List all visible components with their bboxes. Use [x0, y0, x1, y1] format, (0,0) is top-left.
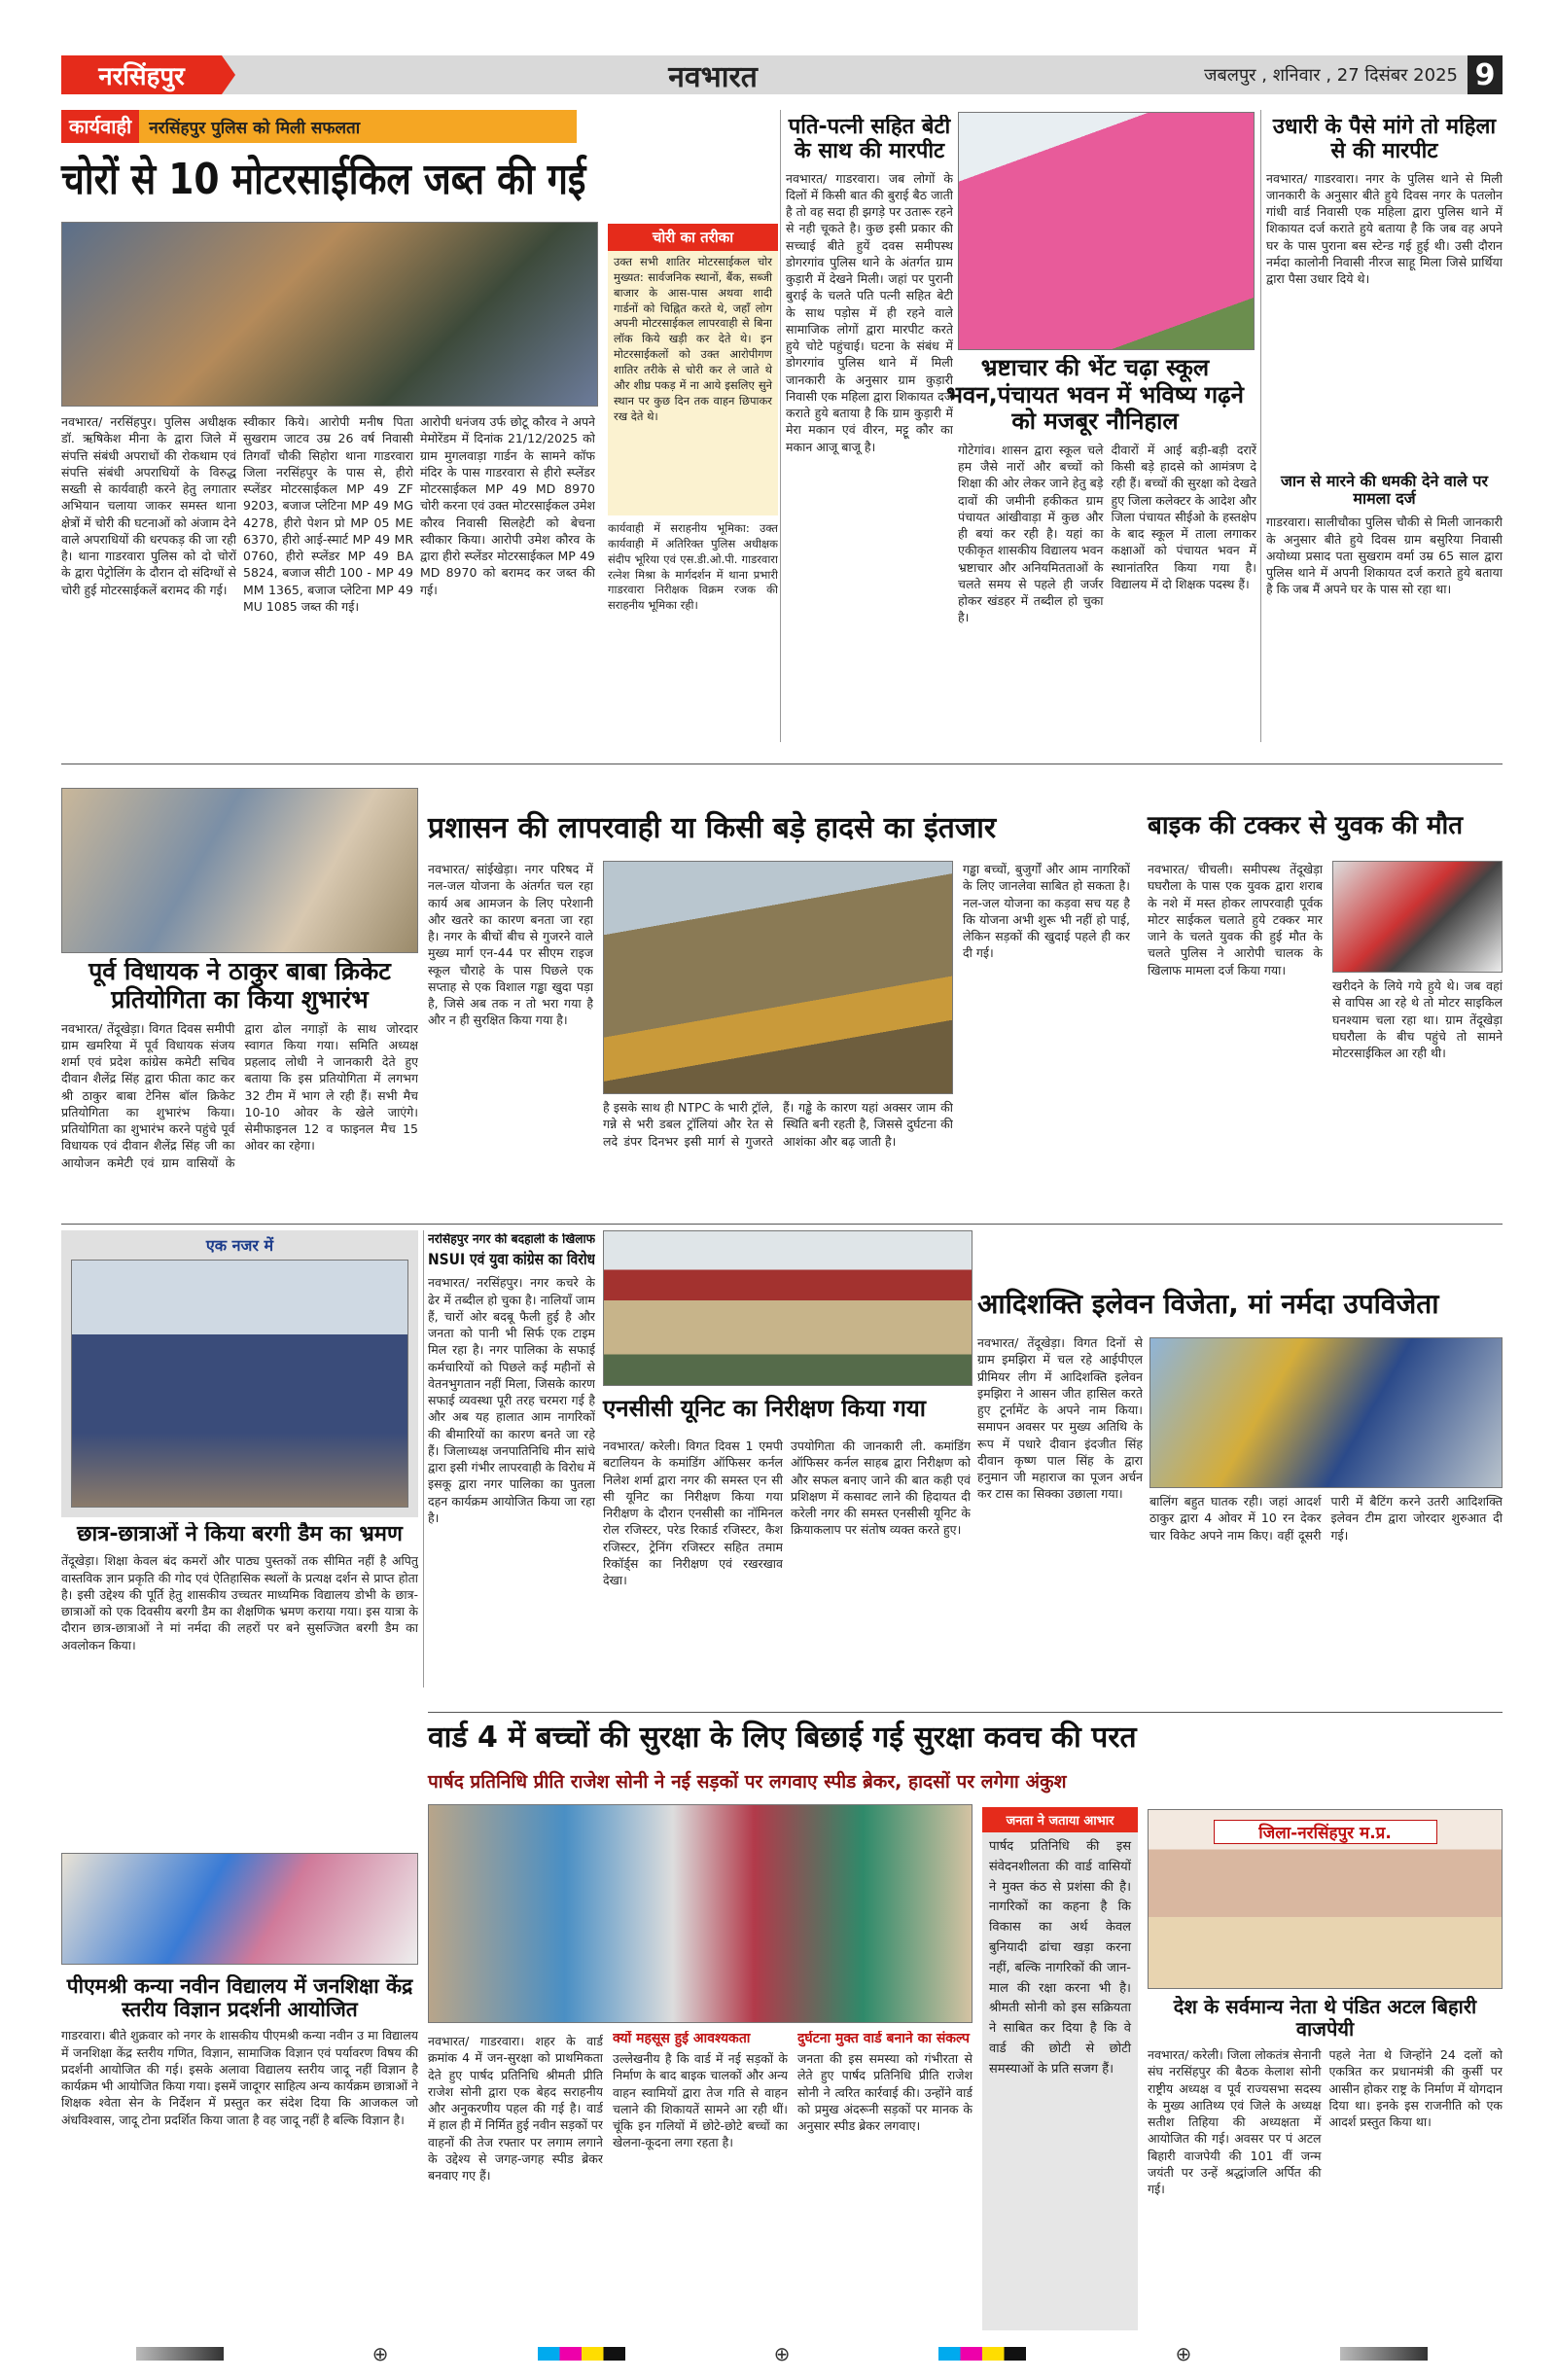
- lead-photo-police: [61, 222, 598, 407]
- school-body-col1: गोटेगांव। शासन द्वारा स्कूल चले हम जैसे नारों और बच्चों को शिक्षा की ओर लेकर जाने हेतु बड़े दावों की जमीनी हकीकत ग्राम पंचायत आंखीवाड़ा में कुछ और ही बयां कर रही है। यहां का एकीकृत शासकीय विद्यालय भवन भ्रष्टाचार और अनियमितताओं के चलते समय से पहले ही जर्जर होकर खंडहर में तब्दील हो चुका है।: [958, 442, 1104, 625]
- adishakti-photo: [1149, 1337, 1503, 1488]
- ward-body: नवभारत/ गाडरवारा। शहर के वार्ड क्रमांक 4 में जन-सुरक्षा को प्राथमिकता देते हुए पार्षद प्रतिनिधि श्रीमती प्रीति राजेश सोनी द्वारा एक बेहद सराहनीय और अनुकरणीय पहल की गई है। वार्ड में हाल ही में निर्मित हुई नवीन सड़कों पर वाहनों की तेज रफ्तार पर लगाम लगाने के उद्देश्य से जगह-जगह स्पीड ब्रेकर बनवाए गए हैं।: [428, 2034, 603, 2183]
- pmshri-photo: [61, 1853, 418, 1965]
- cricket-story: [61, 958, 418, 1218]
- ward-photo: [428, 1804, 972, 2023]
- glance-photo-students: [71, 1260, 408, 1508]
- lead-body-col2: स्वीकार किये। आरोपी मनीष पिता सुखराम जाटव उम्र 26 वर्ष निवासी तिगवॉं चौकी सिहोरा थाना गाडरवारा जिला नरसिंहपुर के पास से, हीरो स्प्लेंडर मोटरसाईकल MP 49 ZF 9203, बजाज प्लेटिना MP 49 MG 4278, हीरो पेशन प्रो MP 05 ME 6370, हीरो आई-स्मार्ट MP 49 MR 0760, हीरो स्प्लेंडर MP 49 BA 5824, बजाज सीटी 100 - MP 49 MM 1365, बजाज प्लेटिना MP 49 MU 1085 जब्त की गई।: [243, 414, 413, 614]
- lead-headline: चोरों से 10 मोटरसाईकिल जब्त की गई: [61, 155, 586, 204]
- ward-subhead: पार्षद प्रतिनिधि प्रीति राजेश सोनी ने नई सड़कों पर लगवाए स्पीड ब्रेकर, हादसों पर लगेगा अंकुश: [428, 1771, 1067, 1793]
- lead-kicker: नरसिंहपुर पुलिस को मिली सफलता: [139, 110, 577, 143]
- ncc-headline: एनसीसी यूनिट का निरीक्षण किया गया: [603, 1395, 927, 1422]
- nsui-kicker: नरसिंहपुर नगर की बदहाली के खिलाफ: [428, 1233, 595, 1247]
- page-header: [61, 55, 1503, 94]
- masthead: नवभारत: [668, 59, 758, 94]
- crosshair-mark: ⊕: [773, 2342, 791, 2365]
- atal-banner: जिला-नरसिंहपुर म.प्र.: [1214, 1820, 1437, 1844]
- glance-story: [61, 1522, 418, 1848]
- pmshri-body: गाडरवारा। बीते शुक्रवार को नगर के शासकीय पीएमश्री कन्या नवीन उ मा विद्यालय में जनशिक्षा केंद्र स्तरीय गणित, विज्ञान, सामाजिक विज्ञान एवं पर्यावरण विषय की प्रदर्शनी आयोजित की गई। इसके अलावा विद्यालय स्तरीय जादू नहीं विज्ञान है कार्यक्रम भी आयोजित किया गया। इसमें जादूगर साहित्य अन्य कार्यक्रम छात्राओं ने शिक्षक श्वेता सेन के निर्देशन में प्रस्तुत कर संदेश दिया कि आजकल जो अंधविश्वास, जादू टोना प्रदर्शित किया जाता है वह जादू नहीं है बल्कि विज्ञान है।: [61, 2028, 418, 2127]
- color-bar: [938, 2347, 1026, 2361]
- glance-headline: छात्र-छात्राओं ने किया बरगी डैम का भ्रमण: [77, 1522, 403, 1546]
- glance-title: एक नजर में: [205, 1236, 274, 1255]
- ncc-photo: [603, 1230, 972, 1386]
- page-number: 9: [1468, 55, 1503, 94]
- lead-body-col3: आरोपी धनंजय उर्फ छोटू कौरव ने अपने मेमोरेंडम में दिनांक 21/12/2025 को ग्राम मुगलवाड़ा गार्डन के सामने कॉफ मंदिर के पास गाडरवारा से हीरो स्प्लेंडर मोटरसाईकल MP 49 MD 8970 चोरी करना एवं उक्त मोटरसाईकल उमेश कौरव निवासी सिलहेटी को बेचना स्वीकार किया। आरोपी उमेश कौरव के द्वारा हीरो स्प्लेंडर मोटरसाईकल MP 49 MD 8970 को बरामद कर जब्त की गई।: [420, 414, 595, 597]
- ward-col3: [797, 2031, 972, 2329]
- atal-headline: देश के सर्वमान्य नेता थे पंडित अटल बिहारी वाजपेयी: [1173, 1996, 1477, 2041]
- admin-body2: गड्ढा बच्चों, बुजुर्गों और आम नागरिकों के लिए जानलेवा साबित हो सकता है। नल-जल योजना का कड़वा सच यह है कि योजना अभी शुरू भी नहीं हो पाई, लेकिन सड़कों की खुदाई पहले ही कर दी गई।: [963, 862, 1130, 961]
- dateline: जबलपुर , शनिवार , 27 दिसंबर 2025: [1204, 65, 1458, 86]
- lead-body-col1: नवभारत/ नरसिंहपुर। पुलिस अधीक्षक डॉ. ऋषिकेश मीना के द्वारा जिले में संपत्ति संबंधी अपराधों की रोकथाम एवं संपत्ति संबंधी अपराधियों के विरुद्ध सख्ती से कार्यवाही करने हेतु लगातार अभियान चलाया जाकर समस्त थाना क्षेत्रों में चोरी की घटनाओं को अंजाम देने वाले अपराधियों की धरपकड़ की जा रही है। थाना गाडरवारा पुलिस को दो चोरों के द्वारा पेट्रोलिंग के दौरान दो संदिग्धों से चोरी हुई मोटरसाईकलें बरामद की गई।: [61, 414, 236, 597]
- ward-headline: वार्ड 4 में बच्चों की सुरक्षा के लिए बिछाई गई सुरक्षा कवच की परत: [428, 1721, 1137, 1755]
- atal-body: नवभारत/ करेली। जिला लोकतंत्र सेनानी संघ नरसिंहपुर की बैठक केलाश सोनी राष्ट्रीय अध्यक्ष व पूर्व राज्यसभा सदस्य के मुख्य आतिथ्य एवं जिले के अध्यक्ष सतीश तिहिया की अध्यक्षता में आयोजित की गई। अवसर पर पं अटल बिहारी वाजपेयी की 101 वीं जन्म जयंती पर उन्हें श्रद्धांजलि अर्पित की गई।: [1148, 2047, 1322, 2196]
- ward-box-body: पार्षद प्रतिनिधि की इस संवेदनशीलता की वार्ड वासियों ने मुक्त कंठ से प्रशंसा की है। नागरिकों का कहना है कि विकास का अर्थ केवल बुनियादी ढांचा खड़ा करना नहीं, बल्कि नागरिकों की जान-माल की रक्षा करना भी है। श्रीमती सोनी को इस सक्रियता ने साबित कर दिया है कि वे वार्ड की छोटी से छोटी समस्याओं के प्रति सजग हैं।: [989, 1839, 1131, 2077]
- couple-body: नवभारत/ गाडरवारा। जब लोगों के दिलों में किसी बात की बुराई बैठ जाती है तो वह सदा ही झगड़े पर उतारू रहने से नही चूकते है। कुछ इसी प्रकार की सच्चाई बीते हुयें दवस समीपस्थ डोगरगांव पुलिस थाने के अंतर्गत ग्राम कुड़ारी में देखने मिली। जहां पर पुरानी बुराई के चलते पति पत्नी सहित बेटी के साथ पड़ोस में ही रहने वाले सामाजिक लोगों द्वारा मारपीट करते हुये चोटे पहुंचाई। घटना के संबंध में डोगरगांव पुलिस थाने में मिली जानकारी के अनुसार ग्राम कुड़ारी निवासी एक महिला द्वारा शिकायत दर्ज कराते हुये बताया है कि ग्राम कुड़ारी में मेरा मकान एवं वीरन, मट्टू कौर का मकान आजू बाजू है।: [786, 170, 953, 454]
- cricket-body: नवभारत/ तेंदूखेड़ा। विगत दिवस समीपी ग्राम खमरिया में पूर्व विधायक संजय शर्मा एवं प्रदेश कांग्रेस कमेटी सचिव दीवान शैलेंद्र सिंह द्वारा फीता काट कर श्री ठाकुर बाबा टेनिस बॉल क्रिकेट प्रतियोगिता का शुभारंभ किया। प्रतियोगिता का शुभारंभ करने पहुंचे पूर्व विधायक एवं दीवान शैलेंद्र सिंह जी का आयोजन कमेटी एवं ग्राम वासियों के द्वारा ढोल नगाड़ों के साथ जोरदार स्वागत किया गया। समिति अध्यक्ष प्रहलाद लोधी ने जानकारी देते हुए बताया कि इस प्रतियोगिता में लगभग 32 टीम में भाग ले रही हैं। सभी मैच 10-10 ओवर के खेले जाएंगे। सेमीफाइनल 12 व फाइनल मैच 15 ओवर का रहेगा।: [61, 1020, 418, 1170]
- ward-body2: उल्लेखनीय है कि वार्ड में नई सड़कों के निर्माण के बाद बाइक चालकों और अन्य वाहन स्वामियों द्वारा तेज गति से वाहन चलाने की शिकायतें सामने आ रही थीं। चूंकि इन गलियों में छोटे-छोटे बच्चों का खेलना-कूदना लगा रहता है।: [613, 2051, 788, 2150]
- tone-bar: [1340, 2347, 1428, 2361]
- lead-sidebox: [608, 224, 778, 515]
- adishakti-body: नवभारत/ तेंदूखेड़ा। विगत दिनों से ग्राम इमझिरा में चल रहे आईपीएल प्रीमियर लीग में आदिशक्ति इलेवन इमझिरा ने आसन जीत हासिल करते हुए टूर्नामेंट के अपने नाम किया। समापन अवसर पर मुख्य अतिथि के रूप में पधारे दीवान इंदजीत सिंह दीवान कृष्ण पाल सिंह के द्वारा हनुमान जी महाराज का पूजन अर्चन कर टास का सिक्का उछाला गया।: [977, 1335, 1143, 1502]
- admin-body3: है इसके साथ ही NTPC के भारी ट्रॉले, गन्ने से भरी डबल ट्रॉलियां और रेत से लदे डंपर दिनभर इसी मार्ग से गुजरते हैं। गड्ढे के कारण यहां अक्सर जाम की स्थिति बनी रहती है, जिससे दुर्घटना की आशंका और बढ़ जाती है।: [603, 1100, 953, 1149]
- ward-sidebox: [982, 1807, 1138, 2330]
- school-photo: [958, 112, 1255, 350]
- atal-body2: पहले नेता थे जिन्होंने 24 दलों को एकत्रित कर प्रधानमंत्री की कुर्सी पर आसीन होकर राष्ट्र के निर्माण में योगदान दिया था। इनके इस राजनीति को एक आदर्श प्रस्तुत किया था।: [1328, 2047, 1503, 2129]
- school-story: [934, 355, 1256, 744]
- admin-headline: प्रशासन की लापरवाही या किसी बड़े हादसे का इंतजार: [428, 811, 997, 845]
- cricket-headline: पूर्व विधायक ने ठाकुर बाबा क्रिकेट प्रतियोगिता का किया शुभारंभ: [88, 958, 391, 1013]
- crosshair-mark: ⊕: [371, 2342, 389, 2365]
- adishakti-body2: बालिंग बहुत घातक रही। जहां आदर्श ठाकुर द्वारा 4 ओवर में 10 रन देकर चार विकेट अपने नाम किए। वहीं दूसरी पारी में बैटिंग करने उतरी आदिशक्ति इलेवन टीम द्वारा जोरदार शुरुआत दी गई।: [1149, 1494, 1503, 1543]
- pmshri-story: [61, 1974, 418, 2329]
- tone-bar: [136, 2347, 224, 2361]
- loan-headline: उधारी के पैसे मांगे तो महिला से की मारपीट: [1272, 115, 1497, 164]
- school-body-col2: दीवारों में आई बड़ी-बड़ी दरारें किसी बड़े हादसे को आमंत्रण दे रही हैं। बच्चों की सुरक्षा को देखते हुए जिला कलेक्टर के आदेश और जिला पंचायत सीईओ के हस्तक्षेप के बाद स्कूल में ताला लगाकर कक्षाओं को पंचायत भवन में स्थानांतरित किया गया है। विद्यालय में दो शिक्षक पदस्थ हैं।: [1111, 442, 1256, 591]
- bike-headline: बाइक की टक्कर से युवक की मौत: [1148, 811, 1464, 840]
- atal-photo: [1148, 1809, 1503, 1989]
- ward-body3: जनता की इस समस्या को गंभीरता से लेते हुए पार्षद प्रतिनिधि प्रीति राजेश सोनी ने त्वरित कार्रवाई की। उन्होंने वार्ड को प्रमुख अंदरूनी सड़कों पर मानक के अनुसार स्पीड ब्रेकर लगवाए।: [797, 2051, 972, 2134]
- loan-story: [1266, 115, 1503, 742]
- atal-story: [1148, 1996, 1503, 2329]
- admin-photo-pit: [603, 861, 953, 1094]
- couple-story: [786, 115, 953, 742]
- lead-kicker-bar: [61, 110, 577, 143]
- ward-sub2: दुर्घटना मुक्त वार्ड बनाने का संकल्प: [797, 2031, 970, 2046]
- pmshri-headline: पीएमश्री कन्या नवीन विद्यालय में जनशिक्षा केंद्र स्तरीय विज्ञान प्रदर्शनी आयोजित: [66, 1974, 413, 2022]
- sidebox-title: चोरी का तरीका: [608, 224, 778, 251]
- sidebox-body: उक्त सभी शातिर मोटरसाईकल चोर मुख्यत: सार्वजनिक स्थानों, बैंक, सब्जी बाजार के आस-पास अथवा शादी गार्डनों को चिह्नित करते थे, जहाँ लोग अपनी मोटरसाईकल लापरवाही से बिना लॉक किये खड़ी कर देते थे। इन मोटरसाईकलों को उक्त आरोपीगण शातिर तरीके से चोरी कर ले जाते थे और शीघ्र पकड़ में ना आये इसलिए सुने स्थान पर कुछ दिन तक वाहन छिपाकर रख देते थे।: [614, 255, 772, 423]
- color-bar: [538, 2347, 625, 2361]
- couple-headline: पति-पत्नी सहित बेटी के साथ की मारपीट: [788, 115, 951, 164]
- sidebox-note: कार्यवाही में सराहनीय भूमिका: उक्त कार्यवाही में अतिरिक्त पुलिस अधीक्षक संदीप भूरिया एवं एस.डी.ओ.पी. गाडरवारा रत्नेश मिश्रा के मार्गदर्शन में थाना प्रभारी गाडरवारा निरीक्षक विक्रम रजक की सराहनीय भूमिका रही।: [608, 521, 778, 613]
- ward-col2: [613, 2031, 788, 2329]
- admin-body: नवभारत/ सांईखेड़ा। नगर परिषद में नल-जल योजना के अंतर्गत चल रहा कार्य अब आमजन के लिए परेशानी और खतरे का कारण बनता जा रहा है। नगर के बीचों बीच से गुजरने वाले मुख्य मार्ग एन-44 पर सीएम राइज स्कूल चौराहे के पास पिछले एक सप्ताह से एक विशाल गड्ढा खुदा पड़ा है, जिसे अब तक न तो भरा गया है और न ही सुरक्षित किया गया है।: [428, 862, 593, 1028]
- bike-body2: खरीदने के लिये गये हुये थे। जब वहां से वापिस आ रहे थे तो मोटर साइकिल घनश्याम चला रहा था। ग्राम तेंदूखेड़ा घघरौला के बीच पहुंचे तो सामने मोटरसाईकिल आ रही थी।: [1332, 978, 1503, 1060]
- loan-body: नवभारत/ गाडरवारा। नगर के पुलिस थाने से मिली जानकारी के अनुसार बीते हुये दिवस नगर के पतलोन गांधी वार्ड निवासी एक महिला द्वारा पुलिस थाने में शिकायत दर्ज कराते हुये बताया है कि जब वह अपने घर के पास पुराना बस स्टेन्ड गई हुई थी। उसी दौरान नर्मदा कालोनी निवासी नीरज साहू मिला जिसे प्रार्थिया द्वारा पैसा उधार दिये थे।: [1266, 170, 1503, 287]
- nsui-story: [428, 1233, 595, 1686]
- nsui-body: नवभारत/ नरसिंहपुर। नगर कचरे के ढेर में तब्दील हो चुका है। नालियाँ जाम हैं, चारों ओर बदबू फैली हुई है और जनता को पानी भी सिर्फ एक टाइम मिल रहा है। नगर पालिका के सफाई कर्मचारियों को पिछले कई महीनों से वेतनभुगतान नहीं मिला, जिसके कारण सफाई व्यवस्था पूरी तरह चरमरा गई है और अब यह हालात आम नागरिकों की बीमारियों का कारण बनते जा रहे हैं। जिलाध्यक्ष जनपातिनिधि मीन सांचे द्वारा इसी गंभीर लापरवाही के विरोध में इसकू द्वारा नगर पालिका का पुतला दहन कार्यक्रम आयोजित किया जा रहा है।: [428, 1275, 595, 1525]
- lead-tag: कार्यवाही: [61, 110, 139, 143]
- adishakti-headline: आदिशक्ति इलेवन विजेता, मां नर्मदा उपविजेता: [977, 1288, 1439, 1320]
- glance-body: तेंदूखेड़ा। शिक्षा केवल बंद कमरों और पाठ्य पुस्तकों तक सीमित नहीं है अपितु वास्तविक ज्ञान प्रकृति की गोद एवं ऐतिहासिक स्थलों के प्रत्यक्ष दर्शन से प्राप्त होता है। इसी उद्देश्य की पूर्ति हेतु शासकीय उच्चतर माध्यमिक विद्यालय डोभी के छात्र-छात्राओं को एक दिवसीय बरगी डैम का शैक्षणिक भ्रमण कराया गया। इस यात्रा के दौरान छात्र-छात्राओं ने मां नर्मदा की लहरों पर बने सुसज्जित बरगी डैम का अवलोकन किया।: [61, 1553, 418, 1652]
- nsui-headline: NSUI एवं युवा कांग्रेस का विरोध: [428, 1249, 595, 1268]
- bike-photo: [1332, 861, 1503, 973]
- print-registration-strip: [61, 2339, 1503, 2368]
- cricket-photo: [61, 788, 418, 953]
- ncc-body: नवभारत/ करेली। विगत दिवस 1 एमपी बटालियन के कमांडिंग ऑफिसर कर्नल निलेश शर्मा द्वारा नगर की समस्त एन सी सी यूनिट का निरीक्षण किया गया निरीक्षण के दौरान एनसीसी का नॉमिनल रोल रजिस्टर, परेड रिकार्ड रजिस्टर, कैश रजिस्टर, ट्रेनिंग रजिस्टर सहित तमाम रिकॉर्ड्स का निरीक्षण एवं रखरखाव देखा।: [603, 1439, 783, 1587]
- section-name: नरसिंहपुर: [61, 55, 222, 94]
- ward-sub1: क्यों महसूस हुई आवश्यकता: [613, 2031, 751, 2046]
- crosshair-mark: ⊕: [1175, 2342, 1192, 2365]
- loan-subhead: जान से मारने की धमकी देने वाले पर मामला दर्ज: [1280, 471, 1488, 508]
- ncc-body2: उपयोगिता की जानकारी ली. कमांडिंग ऑफिसर कर्नल साहब द्वारा निरीक्षण को और सफल बनाए जाने की बात कही एवं प्रशिक्षण में कसावट लाने की हिदायत दी करेली नगर की समस्त एनसीसी यूनिट के क्रियाकलाप पर संतोष व्यक्त करते हुए।: [791, 1439, 971, 1538]
- ward-box-title: जनता ने जताया आभार: [982, 1807, 1138, 1832]
- glance-box: [61, 1230, 418, 1517]
- school-headline: भ्रष्टाचार की भेंट चढ़ा स्कूल भवन,पंचायत भवन में भविष्य गढ़ने को मजबूर नौनिहाल: [946, 355, 1244, 436]
- bike-body: नवभारत/ चीचली। समीपस्थ तेंदूखेड़ा घघरौला के पास एक युवक द्वारा शराब के नशे में मस्त होकर लापरवाही पूर्वक मोटर साईकल चलाते हुये टक्कर मार जाने के चलते युवक की हुई मौत के चलते पुलिस ने आरोपी चालक के खिलाफ मामला दर्ज किया गया।: [1148, 862, 1323, 977]
- loan-body2: गाडरवारा। सालीचौका पुलिस चौकी से मिली जानकारी के अनुसार बीते हुये दिवस ग्राम बसुरिया निवासी अयोध्या प्रसाद पता सुखराम वर्मा उम्र 65 साल द्वारा पुलिस थाने में अपनी शिकायत दर्ज कराते हुये बताया है कि जब मैं अपने घर के पास सो रहा था।: [1266, 515, 1503, 597]
